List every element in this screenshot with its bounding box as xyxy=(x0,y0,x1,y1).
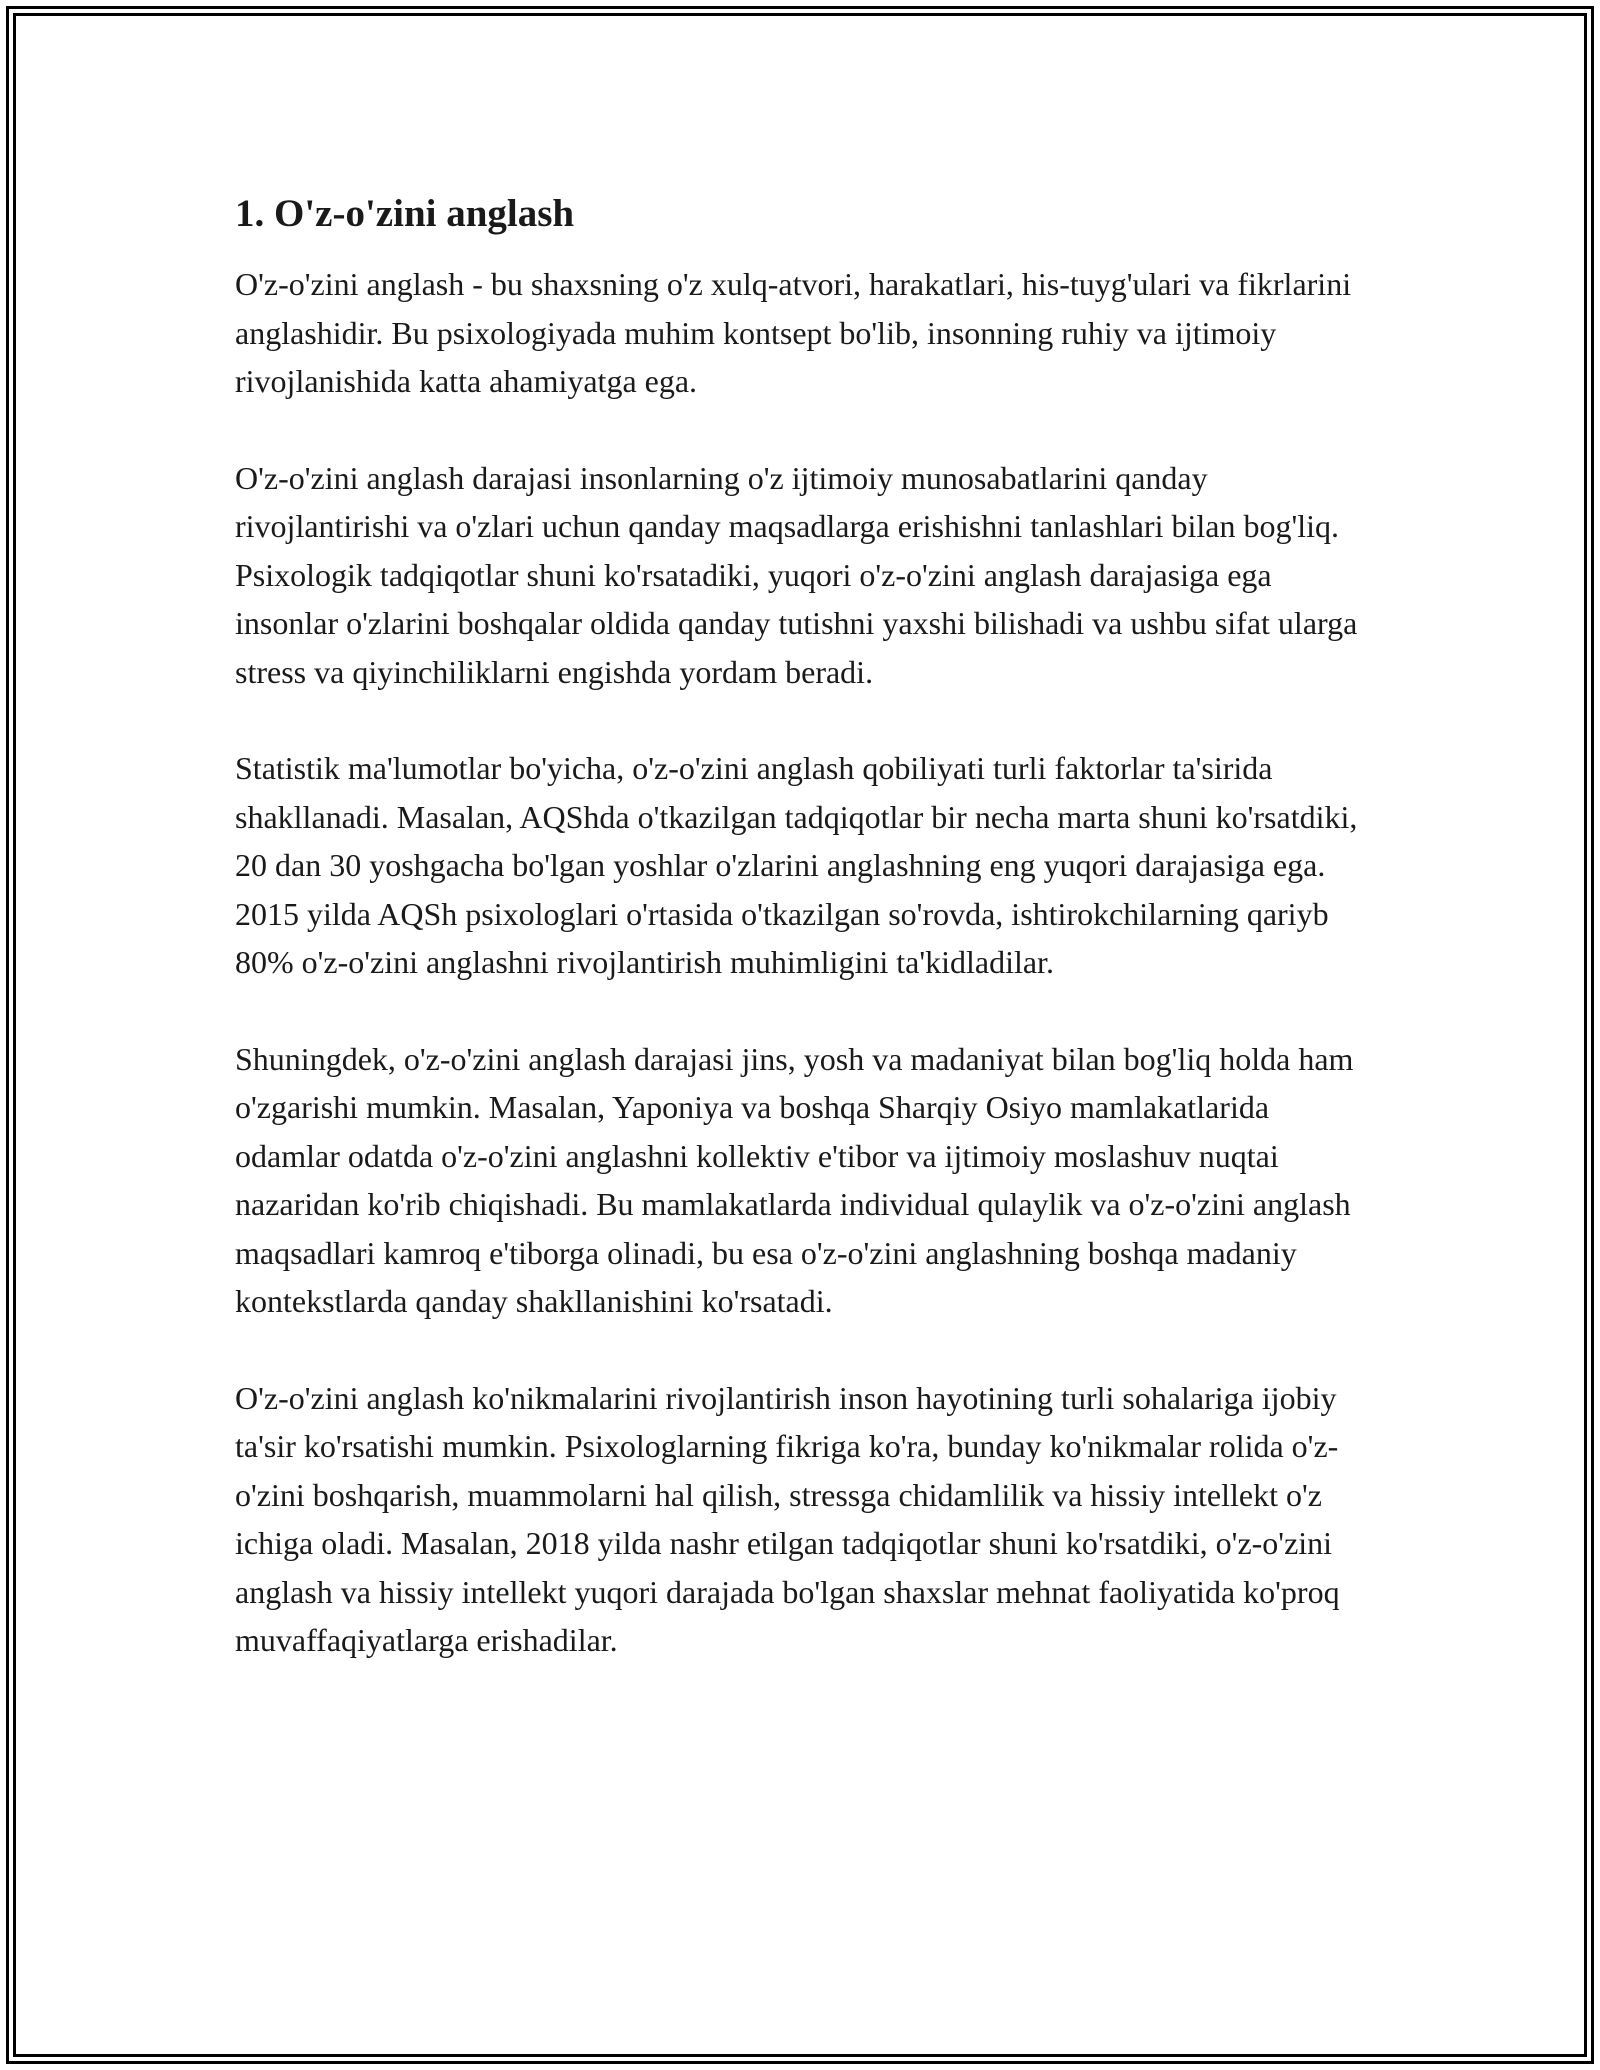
paragraph-social-relations: O'z-o'zini anglash darajasi insonlarning o'z ijtimoiy munosabatlarini qanday rivojlantirishi va o'zlari uchun qanday maqsadlarga erishishni tanlashlari bilan bog'liq. Psixologik tadqiqotlar shuni ko'rsatadiki, yuqori o'z-o'zini anglash darajasiga ega insonlar o'zlarini boshqalar oldida qanday tutishni yaxshi bilishadi va ushbu sifat ularga stress va qiyinchiliklarni engishda yordam beradi. xyxy=(235,459,1358,690)
section-heading: 1. O'z-o'zini anglash xyxy=(235,192,575,235)
paragraph-culture: Shuningdek, o'z-o'zini anglash darajasi jins, yosh va madaniyat bilan bog'liq holda ham o'zgarishi mumkin. Masalan, Yaponiya va boshqa Sharqiy Osiyo mamlakatlarida odamlar odatda o'z-o'zini anglashni kollektiv e'tibor va ijtimoiy moslashuv nuqtai nazaridan ko'rib chiqishadi. Bu mamlakatlarda individual qulaylik va o'z-o'zini anglash maqsadlari kamroq e'tiborga olinadi, bu esa o'z-o'zini anglashning boshqa madaniy kontekstlarda qanday shakllanishini ko'rsatadi. xyxy=(235,1040,1354,1319)
paragraph-statistics: Statistik ma'lumotlar bo'yicha, o'z-o'zini anglash qobiliyati turli faktorlar ta'sirida shakllanadi. Masalan, AQShda o'tkazilgan tadqiqotlar bir necha marta shuni ko'rsatdiki, 20 dan 30 yoshgacha bo'lgan yoshlar o'zlarini anglashning eng yuqori darajasiga ega. 2015 yilda AQSh psixologlari o'rtasida o'tkazilgan so'rovda, ishtirokchilarning qariyb 80% o'z-o'zini anglashni rivojlantirish muhimligini ta'kidladilar. xyxy=(235,750,1358,980)
paragraph-definition: O'z-o'zini anglash - bu shaxsning o'z xulq-atvori, harakatlari, his-tuyg'ulari va fikrlarini anglashidir. Bu psixologiyada muhim kontsept bo'lib, insonning ruhiy va ijtimoiy rivojlanishida katta ahamiyatga ega. xyxy=(235,266,1352,399)
document-body xyxy=(235,188,1370,1713)
paragraph-skills: O'z-o'zini anglash ko'nikmalarini rivojlantirish inson hayotining turli sohalariga ijobiy ta'sir ko'rsatishi mumkin. Psixologlarning fikriga ko'ra, bunday ko'nikmalar rolida o'z-o'zini boshqarish, muammolarni hal qilish, stressga chidamlilik va hissiy intellekt o'z ichiga oladi. Masalan, 2018 yilda nashr etilgan tadqiqotlar shuni ko'rsatdiki, o'z-o'zini anglash va hissiy intellekt yuqori darajada bo'lgan shaxslar mehnat faoliyatida ko'proq muvaffaqiyatlarga erishadilar. xyxy=(235,1379,1340,1658)
